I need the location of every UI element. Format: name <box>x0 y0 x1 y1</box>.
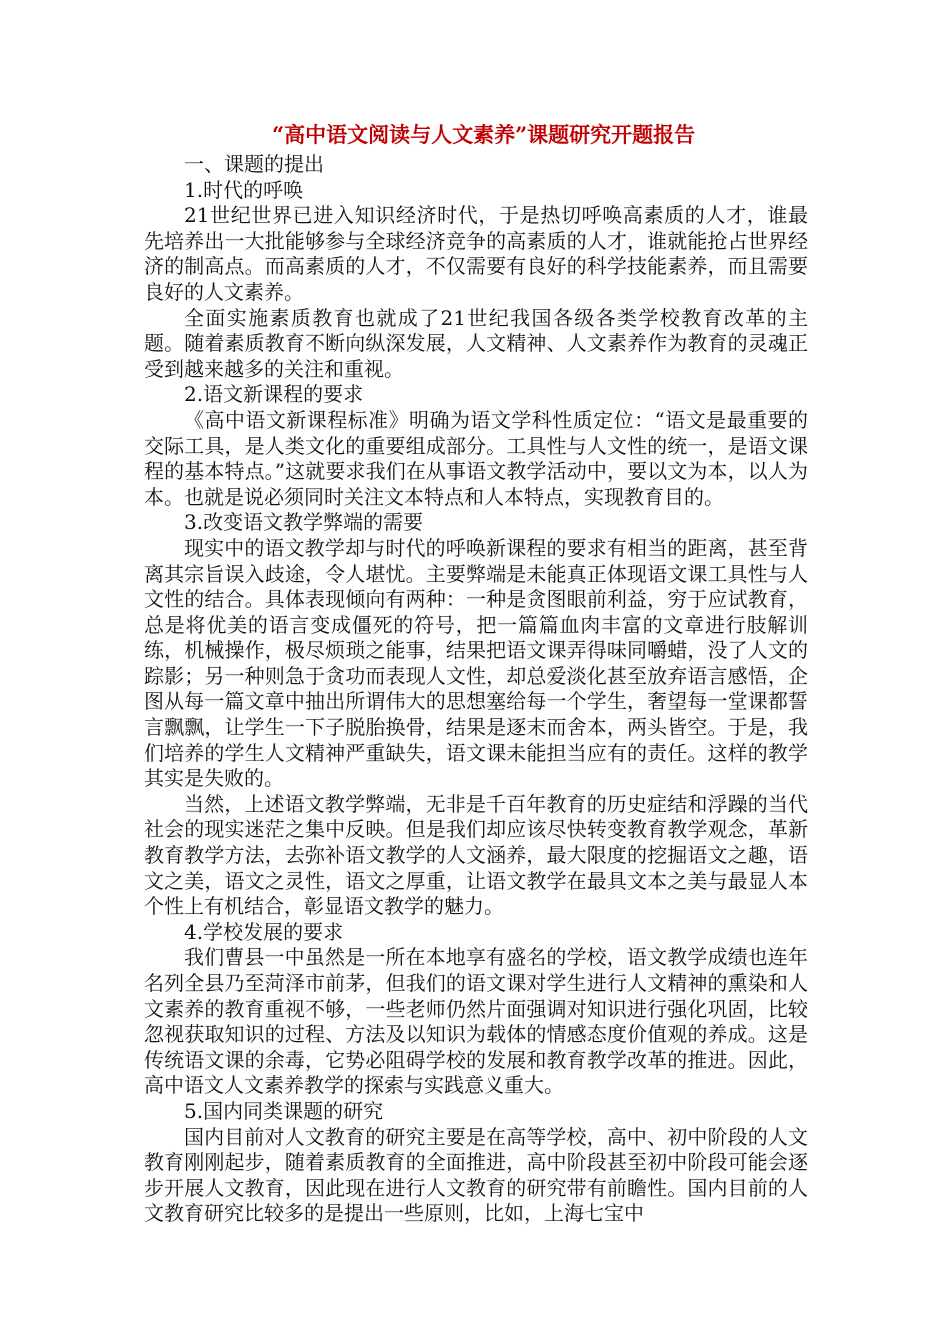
paragraph-2-1: 《高中语文新课程标准》明确为语文学科性质定位：“语文是最重要的交际工具，是人类文化的重要组成部分。工具性与人文性的统一，是语文课程的基本特点。”这就要求我们在从事语文教学活动中，要以文为本，以人为本。也就是说必须同时关注文本特点和人本特点，实现教育目的。 <box>144 407 808 509</box>
paragraph-3-2: 当然，上述语文教学弊端，无非是千百年教育的历史症结和浮躁的当代社会的现实迷茫之集中反映。但是我们却应该尽快转变教育教学观念，革新教育教学方法，去弥补语文教学的人文涵养，最大限度的挖掘语文之趣，语文之美，语文之灵性，语文之厚重，让语文教学在最具文本之美与最显人本个性上有机结合，彰显语文教学的魅力。 <box>144 791 808 919</box>
paragraph-1-2: 全面实施素质教育也就成了21世纪我国各级各类学校教育改革的主题。随着素质教育不断向纵深发展，人文精神、人文素养作为教育的灵魂正受到越来越多的关注和重视。 <box>144 305 808 381</box>
section-heading-1: 一、课题的提出 <box>184 152 324 176</box>
document-page <box>144 118 808 1227</box>
paragraph-3-1: 现实中的语文教学却与时代的呼唤新课程的要求有相当的距离，甚至背离其宗旨误入歧途，令人堪忧。主要弊端是未能真正体现语文课工具性与人文性的结合。具体表现倾向有两种：一种是贪图眼前利益，穷于应试教育，总是将优美的语言变成僵死的符号，把一篇篇血肉丰富的文章进行肢解训练，机械操作，极尽烦琐之能事，结果把语文课弄得味同嚼蜡，没了人文的踪影；另一种则急于贪功而表现人文性，却总爱淡化甚至放弃语言感悟，企图从每一篇文章中抽出所谓伟大的思想塞给每一个学生，奢望每一堂课都誓言飘飘，让学生一下子脱胎换骨，结果是逐末而舍本，两头皆空。于是，我们培养的学生人文精神严重缺失，语文课未能担当应有的责任。这样的教学其实是失败的。 <box>144 535 808 791</box>
subsection-heading-2: 2.语文新课程的要求 <box>184 382 364 407</box>
paragraph-1-1: 21世纪世界已进入知识经济时代，于是热切呼唤高素质的人才，谁最先培养出一大批能够参与全球经济竞争的高素质的人才，谁就能抢占世界经济的制高点。而高素质的人才，不仅需要有良好的科学技能素养，而且需要良好的人文素养。 <box>144 203 808 304</box>
subsection-heading-1: 1.时代的呼唤 <box>184 177 304 202</box>
subsection-heading-3: 3.改变语文教学弊端的需要 <box>184 510 424 535</box>
paragraph-4-1: 我们曹县一中虽然是一所在本地享有盛名的学校，语文教学成绩也连年名列全县乃至菏泽市前茅，但我们的语文课对学生进行人文精神的熏染和人文素养的教育重视不够，一些老师仍然片面强调对知识进行强化巩固，比较忽视获取知识的过程、方法及以知识为载体的情感态度价值观的养成。这是传统语文课的余毒，它势必阻碍学校的发展和教育教学改革的推进。因此，高中语文人文素养教学的探索与实践意义重大。 <box>144 945 808 1098</box>
paragraph-5-1: 国内目前对人文教育的研究主要是在高等学校，高中、初中阶段的人文教育刚刚起步，随着素质教育的全面推进，高中阶段甚至初中阶段可能会逐步开展人文教育，因此现在进行人文教育的研究带有前瞻性。国内目前的人文教育研究比较多的是提出一些原则，比如，上海七宝中 <box>144 1124 808 1226</box>
document-title: “高中语文阅读与人文素养”课题研究开题报告 <box>272 122 696 147</box>
subsection-heading-4: 4.学校发展的要求 <box>184 919 344 944</box>
subsection-heading-5: 5.国内同类课题的研究 <box>184 1098 384 1123</box>
